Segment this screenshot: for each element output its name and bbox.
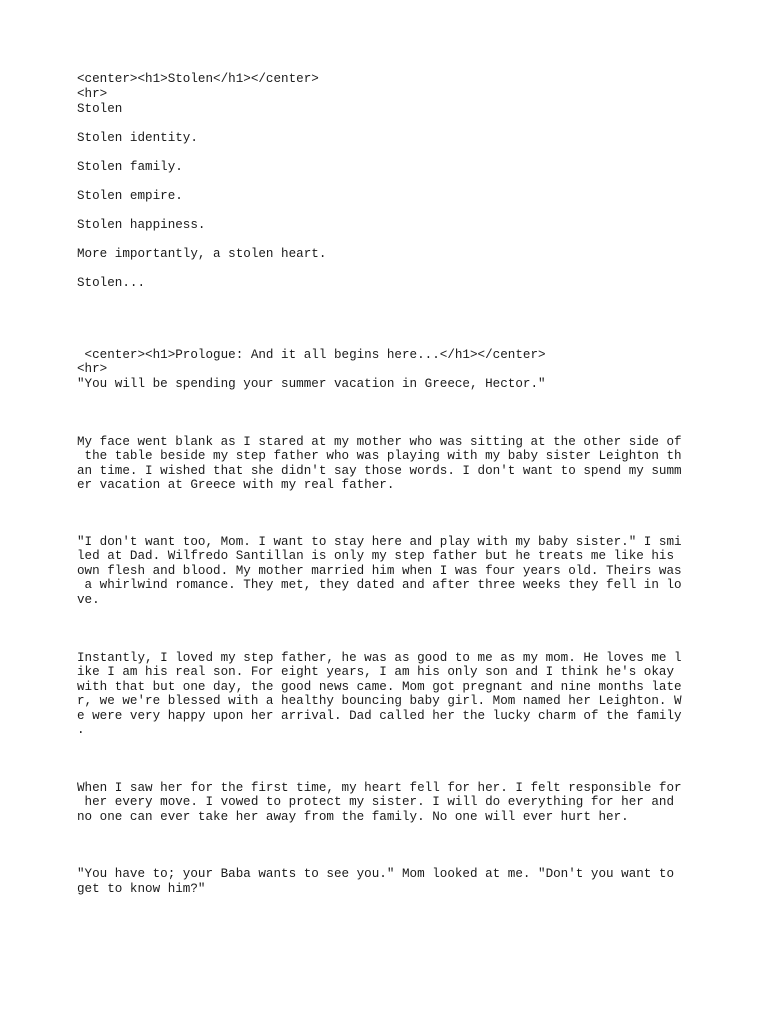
text-line: Stolen happiness. xyxy=(77,218,206,232)
text-line: Instantly, I loved my step father, he was as good to me as my mom. He loves me l xyxy=(77,651,682,665)
text-line: More importantly, a stolen heart. xyxy=(77,247,327,261)
text-line: Stolen family. xyxy=(77,160,183,174)
text-line: <center><h1>Stolen</h1></center> xyxy=(77,72,319,86)
text-line: Stolen identity. xyxy=(77,131,198,145)
text-line: ve. xyxy=(77,593,100,607)
text-line: "I don't want too, Mom. I want to stay here and play with my baby sister." I smi xyxy=(77,535,682,549)
text-line: Stolen empire. xyxy=(77,189,183,203)
text-line: her every move. I vowed to protect my sister. I will do everything for her and xyxy=(77,795,675,809)
text-line: a whirlwind romance. They met, they dated and after three weeks they fell in lo xyxy=(77,578,682,592)
text-line: ike I am his real son. For eight years, I am his only son and I think he's okay xyxy=(77,665,675,679)
text-line: "You will be spending your summer vacation in Greece, Hector." xyxy=(77,377,546,391)
text-line: led at Dad. Wilfredo Santillan is only my step father but he treats me like his xyxy=(77,549,675,563)
text-line: Stolen... xyxy=(77,276,146,290)
text-line: . xyxy=(77,723,85,737)
text-line: When I saw her for the first time, my heart fell for her. I felt responsible for xyxy=(77,781,682,795)
text-line: own flesh and blood. My mother married him when I was four years old. Theirs was xyxy=(77,564,682,578)
text-line: Stolen xyxy=(77,102,123,116)
text-line: an time. I wished that she didn't say those words. I don't want to spend my summ xyxy=(77,464,682,478)
text-line: r, we we're blessed with a healthy bouncing baby girl. Mom named her Leighton. W xyxy=(77,694,682,708)
text-line: My face went blank as I stared at my mother who was sitting at the other side of xyxy=(77,435,682,449)
text-line: get to know him?" xyxy=(77,882,206,896)
text-line: <center><h1>Prologue: And it all begins here...</h1></center> xyxy=(77,348,546,362)
text-line: e were very happy upon her arrival. Dad called her the lucky charm of the family xyxy=(77,709,682,723)
text-line: er vacation at Greece with my real father. xyxy=(77,478,395,492)
text-line: <hr> xyxy=(77,362,108,376)
text-line: the table beside my step father who was playing with my baby sister Leighton th xyxy=(77,449,682,463)
text-line: with that but one day, the good news came. Mom got pregnant and nine months late xyxy=(77,680,682,694)
text-line: no one can ever take her away from the family. No one will ever hurt her. xyxy=(77,810,629,824)
text-line: "You have to; your Baba wants to see you." Mom looked at me. "Don't you want to xyxy=(77,867,675,881)
text-line: <hr> xyxy=(77,87,108,101)
